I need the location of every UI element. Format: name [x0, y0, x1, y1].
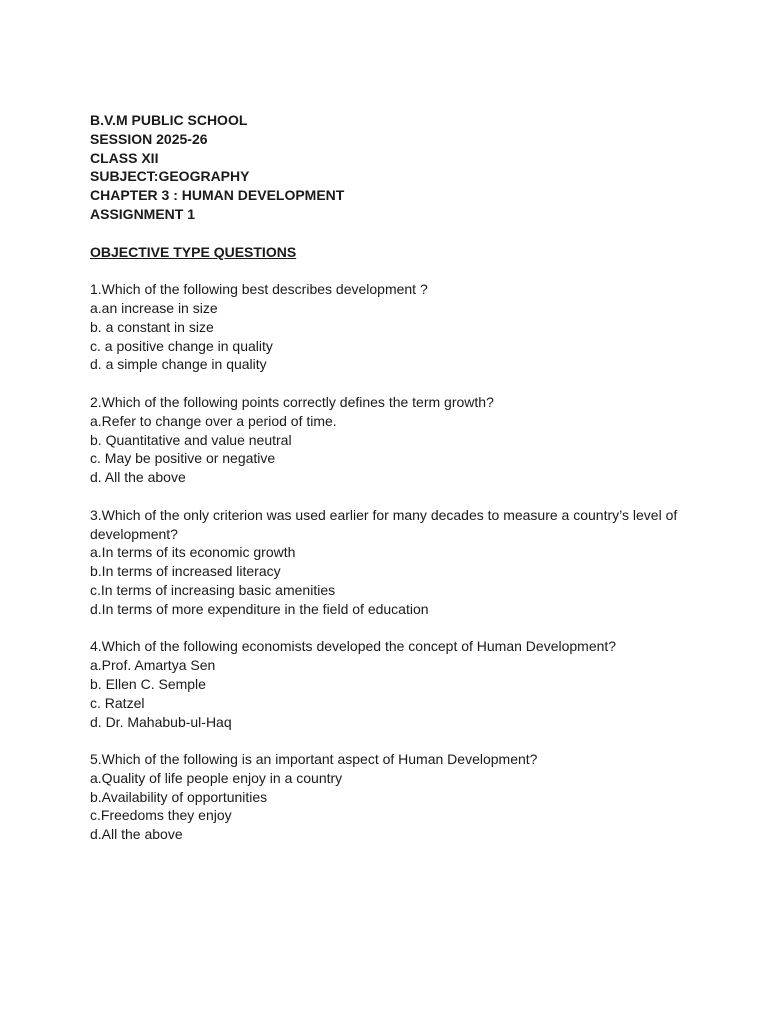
option-b: b. a constant in size: [90, 318, 214, 335]
question-3: [90, 506, 690, 619]
option-d: d. a simple change in quality: [90, 356, 267, 373]
option-b: b. Quantitative and value neutral: [90, 431, 292, 448]
assignment-label: ASSIGNMENT 1: [90, 205, 196, 222]
document-header: [90, 111, 690, 224]
option-a: a.Refer to change over a period of time.: [90, 412, 337, 429]
option-d: d.All the above: [90, 826, 183, 843]
option-d: d. All the above: [90, 469, 186, 486]
question-text: 4.Which of the following economists developed the concept of Human Development?: [90, 638, 617, 655]
option-c: c.In terms of increasing basic amenities: [90, 581, 336, 598]
question-5: [90, 750, 690, 844]
option-c: c. Ratzel: [90, 694, 145, 711]
document-page: [90, 111, 690, 844]
option-c: c. a positive change in quality: [90, 337, 273, 354]
option-d: d. Dr. Mahabub-ul-Haq: [90, 713, 232, 730]
chapter-title: CHAPTER 3 : HUMAN DEVELOPMENT: [90, 187, 345, 204]
option-a: a.Quality of life people enjoy in a country: [90, 769, 343, 786]
school-name: B.V.M PUBLIC SCHOOL: [90, 112, 248, 128]
question-text: 5.Which of the following is an important aspect of Human Development?: [90, 751, 538, 768]
option-c: c.Freedoms they enjoy: [90, 807, 232, 824]
option-a: a.Prof. Amartya Sen: [90, 657, 216, 674]
session-label: SESSION 2025-26: [90, 130, 208, 147]
option-b: b. Ellen C. Semple: [90, 675, 206, 692]
option-b: b.Availability of opportunities: [90, 788, 268, 805]
question-text: 2.Which of the following points correctly defines the term growth?: [90, 393, 494, 410]
question-1: [90, 280, 690, 374]
question-list: [90, 280, 690, 844]
option-d: d.In terms of more expenditure in the field of education: [90, 600, 429, 617]
option-c: c. May be positive or negative: [90, 450, 276, 467]
option-a: a.an increase in size: [90, 299, 218, 316]
question-2: [90, 393, 690, 487]
class-label: CLASS XII: [90, 149, 159, 166]
option-b: b.In terms of increased literacy: [90, 563, 281, 580]
question-4: [90, 637, 690, 731]
option-a: a.In terms of its economic growth: [90, 544, 296, 561]
section-title: OBJECTIVE TYPE QUESTIONS: [90, 243, 297, 260]
subject-label: SUBJECT:GEOGRAPHY: [90, 168, 250, 185]
question-text: 1.Which of the following best describes development ?: [90, 281, 428, 298]
question-text: 3.Which of the only criterion was used earlier for many decades to measure a country’s level of development?: [90, 506, 678, 542]
